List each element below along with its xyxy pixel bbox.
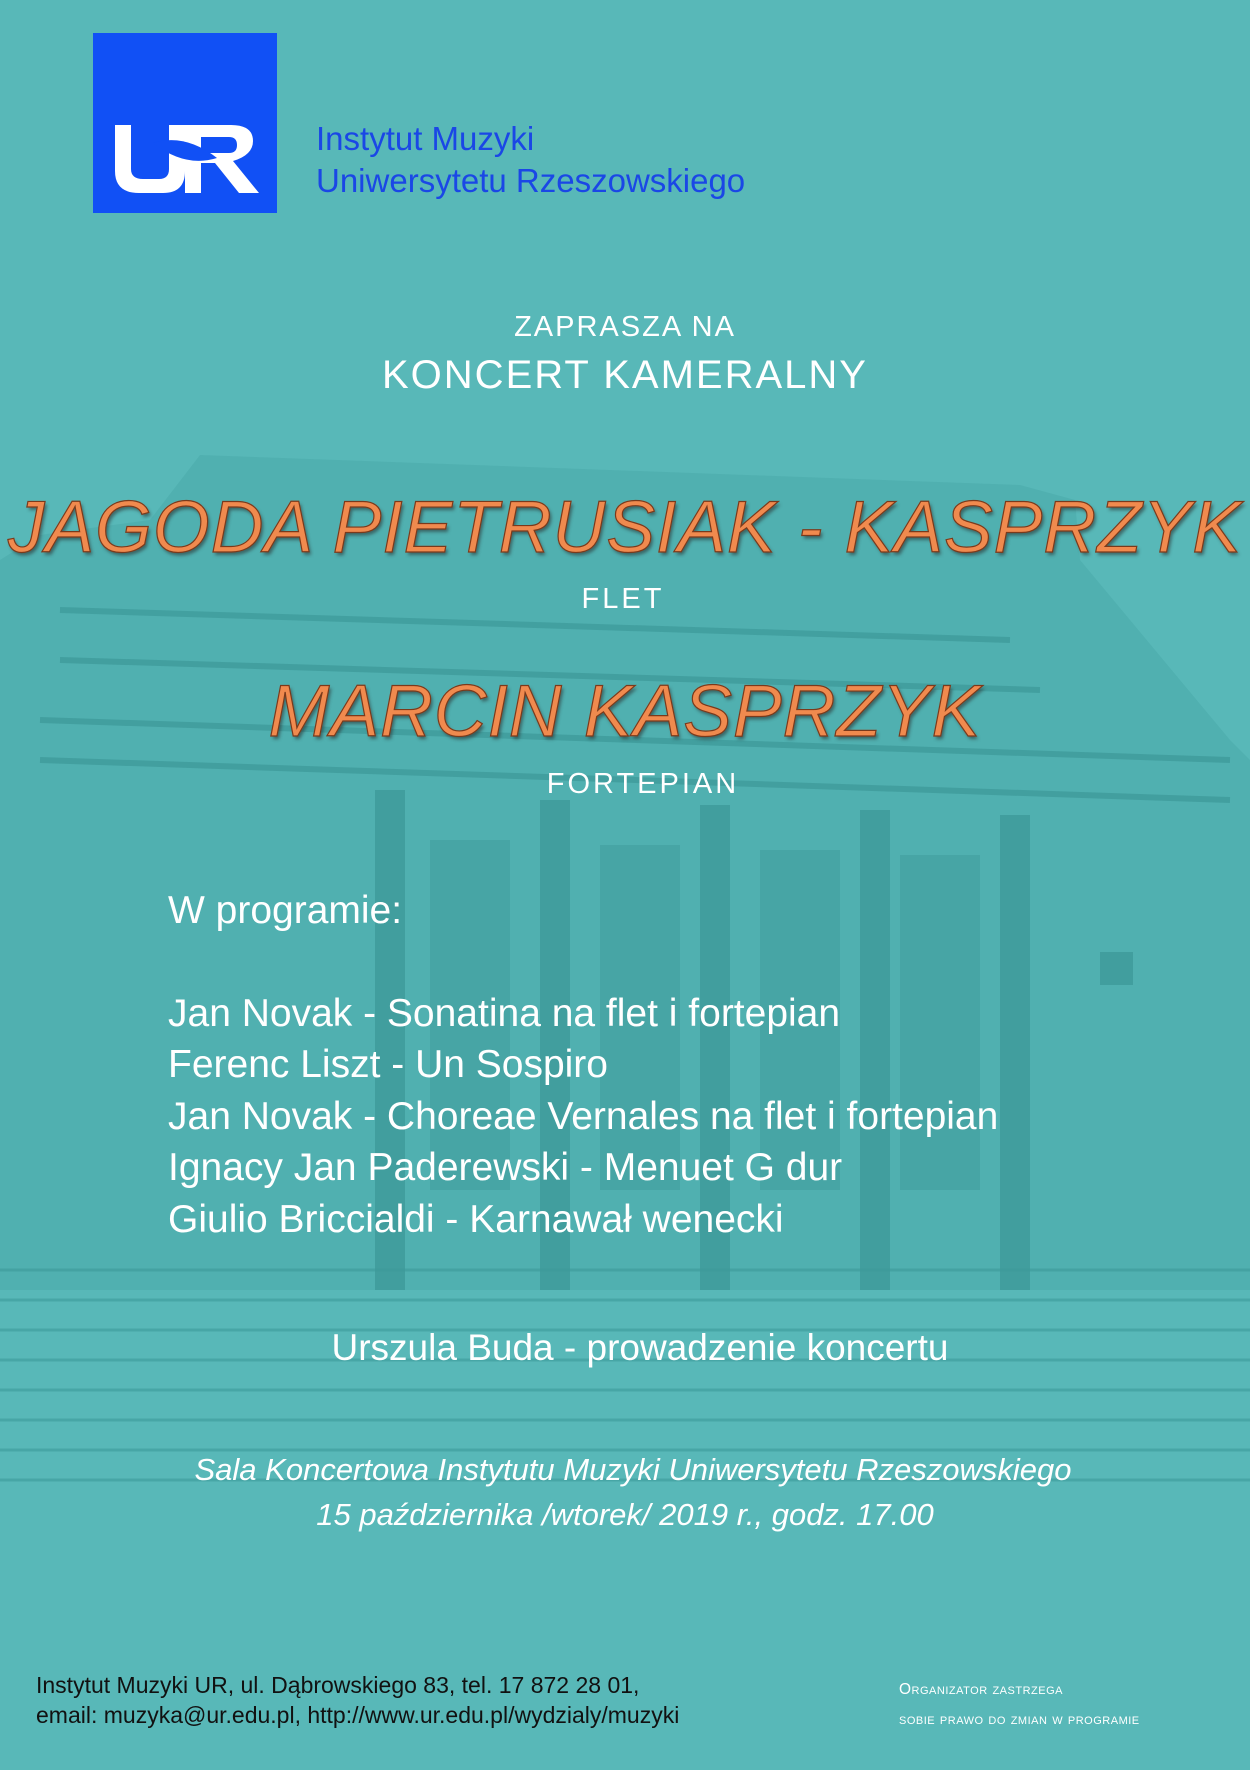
program-section — [168, 885, 998, 1245]
ur-logo — [93, 33, 277, 213]
venue-datetime: 15 października /wtorek/ 2019 r., godz. 17.00 — [316, 1497, 934, 1532]
venue-place: Sala Koncertowa Instytutu Muzyki Uniwersytetu Rzeszowskiego — [194, 1452, 1072, 1487]
performer-instrument-1: FLET — [581, 583, 665, 615]
disclaimer-line2: sobie prawo do zmian w programie — [899, 1711, 1140, 1728]
invite-line: ZAPRASZA NA — [514, 311, 736, 343]
program-item: Ignacy Jan Paderewski - Menuet G dur — [168, 1146, 843, 1189]
institute-name — [316, 118, 745, 202]
contact-address: Instytut Muzyki UR, ul. Dąbrowskiego 83, tel. 17 872 28 01, — [36, 1672, 640, 1698]
performer-name-1: JAGODA PIETRUSIAK - KASPRZYK — [7, 487, 1243, 568]
ur-logo-mark-icon — [93, 33, 277, 213]
institute-name-line2: Uniwersytetu Rzeszowskiego — [316, 162, 746, 199]
program-item: Giulio Briccialdi - Karnawał wenecki — [168, 1197, 784, 1241]
program-item: Ferenc Liszt - Un Sospiro — [168, 1043, 608, 1086]
contact-info — [36, 1670, 679, 1730]
disclaimer-line1: Organizator zastrzega — [899, 1681, 1063, 1698]
institute-name-line1: Instytut Muzyki — [316, 120, 535, 157]
performer-name-2: MARCIN KASPRZYK — [268, 671, 982, 752]
program-item: Jan Novak - Sonatina na flet i fortepian — [168, 991, 841, 1035]
program-heading: W programie: — [168, 889, 403, 932]
contact-email-web: email: muzyka@ur.edu.pl, http://www.ur.edu.pl/wydzialy/muzyki — [36, 1702, 680, 1728]
concert-host: Urszula Buda - prowadzenie koncertu — [331, 1327, 949, 1368]
organizer-disclaimer — [899, 1675, 1140, 1735]
concert-type-title: KONCERT KAMERALNY — [382, 353, 868, 397]
program-item: Jan Novak - Choreae Vernales na flet i fortepian — [168, 1094, 999, 1138]
performer-instrument-2: FORTEPIAN — [546, 768, 740, 800]
